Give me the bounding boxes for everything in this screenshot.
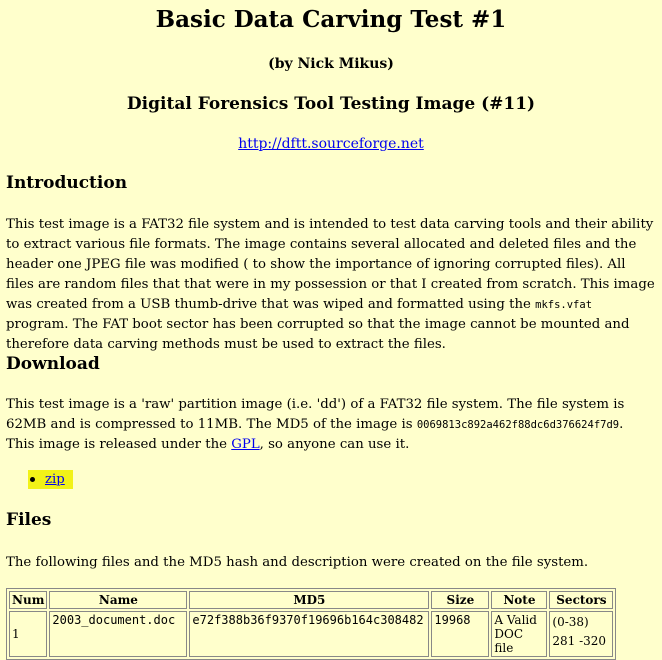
- row-size: 19968: [431, 611, 489, 657]
- files-intro: The following files and the MD5 hash and description were created on the file system.: [6, 555, 589, 570]
- introduction-text-2: program. The FAT boot sector has been corrupted so that the image cannot be mounted and therefore data carving methods must be used to extract the files.: [6, 317, 630, 352]
- row-name: 2003_document.doc: [49, 611, 187, 657]
- list-item: [28, 470, 73, 489]
- column-header-name: Name: [49, 591, 187, 609]
- author-line: (by Nick Mikus): [268, 56, 394, 72]
- row-note: A Valid DOC file: [491, 611, 547, 657]
- column-header-note: Note: [491, 591, 547, 609]
- column-header-size: Size: [431, 591, 489, 609]
- page-subtitle: Digital Forensics Tool Testing Image (#11): [126, 94, 536, 114]
- row-num: 1: [9, 611, 47, 657]
- download-text-1: This test image is a 'raw' partition image (i.e. 'dd') of a FAT32 file system. The file system is 62MB and is compressed to 11MB. The MD5 of the image is: [6, 397, 625, 432]
- column-header-num: Num: [9, 591, 47, 609]
- download-list: [28, 470, 73, 489]
- table-row: [9, 611, 613, 657]
- column-header-md5: MD5: [189, 591, 429, 609]
- introduction-text-1: This test image is a FAT32 file system and is intended to test data carving tools and their ability to extract various file formats. The image contains several allocated and deleted files and the header one JPEG file was modified ( to show the importance of ignoring corrupted files). All files are random files that that were in my possession or that I created from scratch. This image was created from a USB thumb-drive that was wiped and formatted using the: [6, 217, 655, 312]
- mkfs-code: mkfs.vfat: [535, 299, 593, 311]
- sectors-range-2: 281 -320: [552, 634, 607, 648]
- files-table: [6, 588, 616, 660]
- image-md5: 0069813c892a462f88dc6d376624f7d9: [416, 419, 620, 431]
- row-sectors: [549, 611, 613, 657]
- download-heading: Download: [6, 354, 100, 374]
- bullet-icon: [30, 477, 35, 482]
- site-url-line: [0, 136, 662, 152]
- download-text-3: , so anyone can use it.: [259, 437, 410, 452]
- row-md5: e72f388b36f9370f19696b164c308482: [189, 611, 429, 657]
- download-paragraph: [6, 395, 656, 455]
- introduction-paragraph: [6, 215, 656, 355]
- gpl-link[interactable]: GPL: [231, 437, 260, 452]
- site-url-link[interactable]: http://dftt.sourceforge.net: [238, 136, 424, 152]
- table-header-row: [9, 591, 613, 609]
- zip-download-link[interactable]: zip: [45, 472, 65, 487]
- download-text-2: . This image is released under the: [6, 417, 624, 452]
- sectors-range-1: (0-38): [552, 615, 589, 629]
- files-heading: Files: [6, 510, 52, 530]
- page-title: Basic Data Carving Test #1: [155, 6, 507, 33]
- column-header-sectors: Sectors: [549, 591, 613, 609]
- introduction-heading: Introduction: [6, 173, 128, 193]
